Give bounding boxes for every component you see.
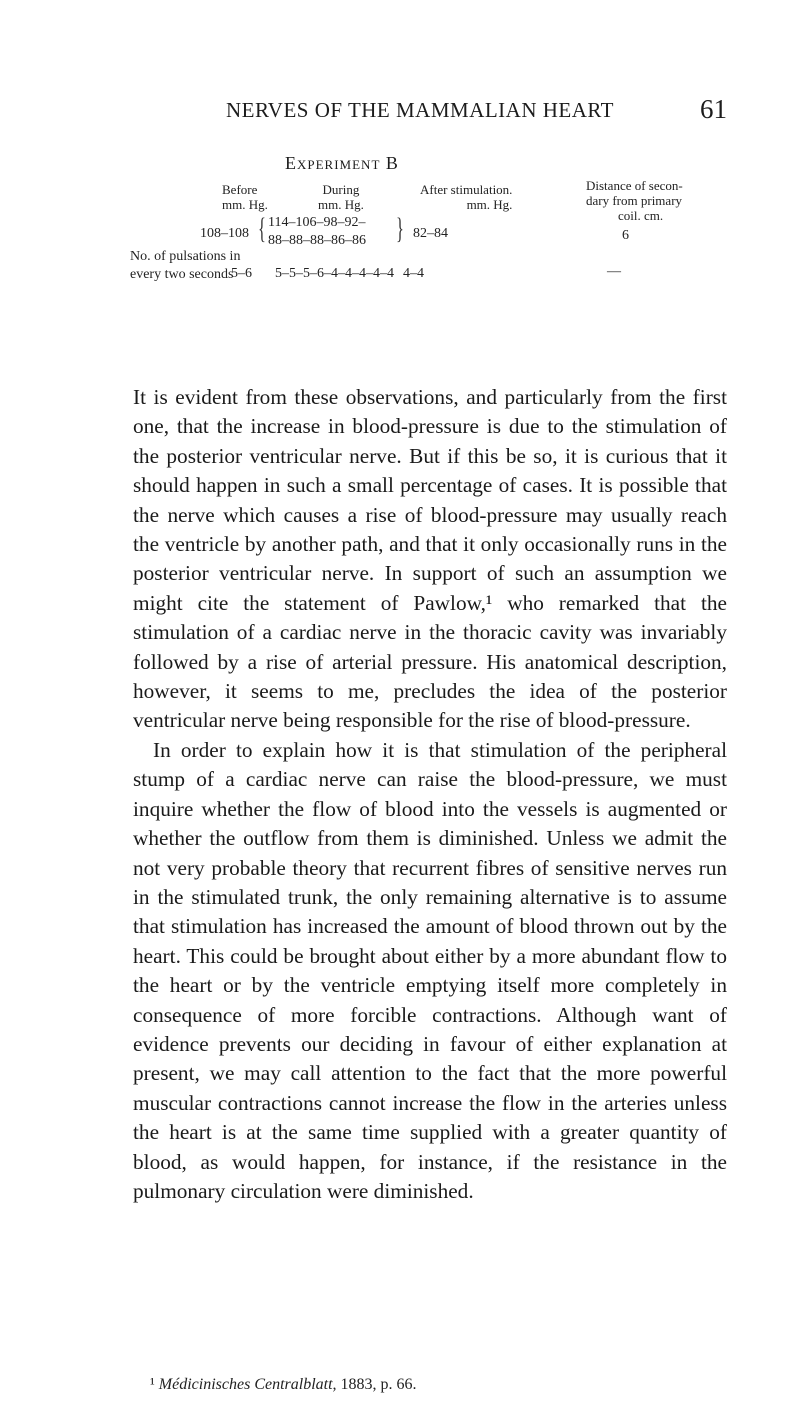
footnote	[150, 1376, 417, 1394]
experiment-title: Experiment B	[285, 153, 399, 173]
header-before-line2: mm. Hg.	[222, 197, 268, 212]
header-after	[420, 182, 512, 212]
header-before-line1: Before	[222, 182, 258, 197]
pulsation-distance: —	[607, 264, 621, 279]
header-distance	[586, 178, 683, 223]
footnote-journal: Médicinisches Centralblatt,	[158, 1376, 337, 1393]
pressure-during	[268, 214, 366, 250]
paragraph-2: In order to explain how it is that stimulation of the peripheral stump of a cardiac nerve can raise the blood-pressure, we must inquire whether the flow of blood into the vessels is augmented or whether the outflow from them is diminished. Unless we admit the not very probable theory that recurrent fibres of sensitive nerves run in the stimulated trunk, the only remaining alternative is to assume that stimulation has increased the amount of blood thrown out by the heart. This could be brought about either by a more abundant flow to the heart or by the ventricle emptying itself more completely in consequence of more forcible contractions. Although want of evidence prevents our deciding in favour of either explanation at present, we may call attention to the fact that the more powerful muscular contractions cannot increase the flow in the arteries unless the heart is at the same time supplied with a greater quantity of blood, as would happen, for instance, if the resistance in the pulmonary circulation were diminished.	[133, 737, 727, 1203]
pressure-after: 82–84	[413, 226, 448, 241]
header-after-line2: mm. Hg.	[466, 197, 513, 212]
right-brace: }	[396, 212, 404, 245]
header-after-line1: After stimulation.	[420, 182, 513, 197]
header-during-line1: During	[322, 182, 360, 197]
footnote-citation: 1883, p. 66.	[336, 1376, 417, 1393]
pulsation-after: 4–4	[403, 266, 424, 281]
page-number: 61	[700, 94, 727, 124]
header-during-line2: mm. Hg.	[318, 197, 364, 212]
header-distance-line2: dary from primary	[586, 193, 683, 208]
pressure-before: 108–108	[200, 226, 249, 241]
pulsation-label-line2: every two seconds	[130, 267, 234, 282]
pulsation-label-line1: No. of pulsations in	[130, 249, 241, 264]
pulsation-during: 5–5–5–6–4–4–4–4–4	[275, 266, 394, 281]
header-during	[318, 182, 364, 212]
paragraph-1: It is evident from these observations, and particularly from the first one, that the increase in blood-pressure is due to the stimulation of the posterior ventricular nerve. But if this be so, it is curious that it should happen in such a small percentage of cases. It is possible that the nerve which causes a rise of blood-pressure may usually reach the ventricle by another path, and that it only occasionally runs in the posterior ventricular nerve. In support of such an assumption we might cite the statement of Pawlow,¹ who remarked that the stimulation of a cardiac nerve in the thoracic cavity was invariably followed by a rise of arterial pressure. His anatomical description, however, it seems to me, precludes the idea of the posterior ventricular nerve being responsible for the rise of blood-pressure.	[133, 385, 727, 733]
body-text	[133, 383, 727, 1206]
header-before	[222, 182, 268, 212]
footnote-marker: ¹	[150, 1376, 155, 1393]
running-head: NERVES OF THE MAMMALIAN HEART	[225, 98, 614, 122]
pressure-during-line2: 88–88–88–86–86	[268, 233, 366, 248]
pressure-during-line1: 114–106–98–92–	[268, 215, 366, 230]
pulsation-before: 5–6	[231, 266, 252, 281]
left-brace: {	[258, 212, 266, 245]
pressure-distance: 6	[622, 228, 629, 243]
pulsation-label	[130, 248, 240, 284]
header-distance-line1: Distance of secon-	[586, 178, 683, 193]
header-distance-line3: coil. cm.	[618, 208, 664, 223]
